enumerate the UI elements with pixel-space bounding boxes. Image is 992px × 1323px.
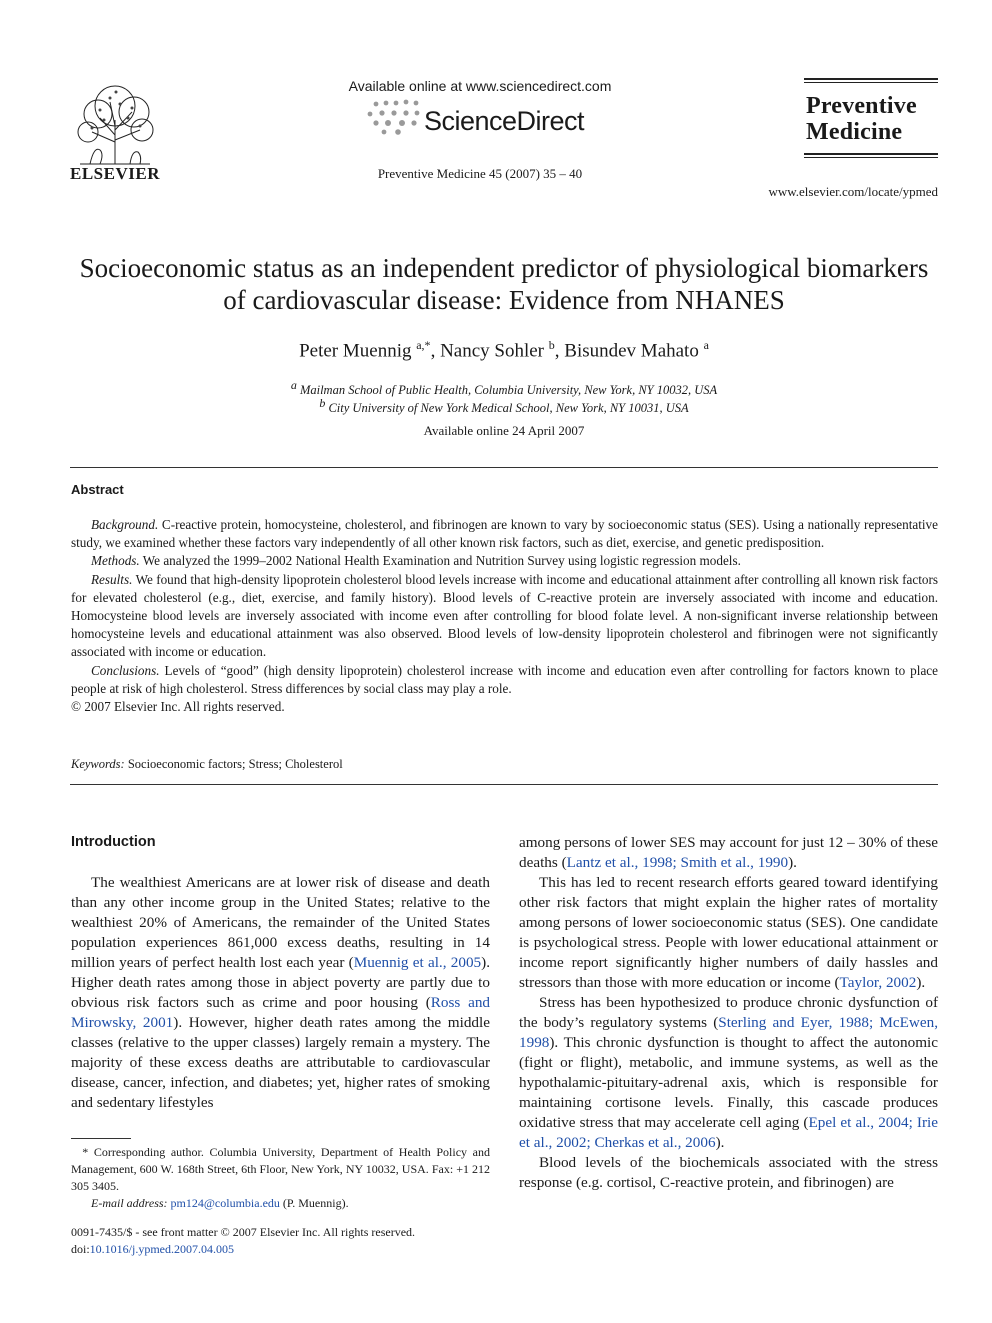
- body-column-right: [519, 833, 938, 1193]
- citation-link[interactable]: Ross and Mirowsky, 2001: [71, 994, 491, 1031]
- author-affil-mark[interactable]: a,*: [416, 338, 431, 352]
- abstract-heading: Abstract: [71, 482, 124, 497]
- journal-url[interactable]: www.elsevier.com/locate/ypmed: [768, 184, 938, 199]
- affiliation-b: [70, 396, 938, 416]
- affil-text: Mailman School of Public Health, Columbia University, New York, NY 10032, USA: [299, 383, 718, 398]
- keywords: [71, 757, 343, 772]
- affil-text: City University of New York Medical School, New York, NY 10031, USA: [328, 401, 689, 416]
- journal-masthead: [804, 78, 938, 158]
- abstract-text: We analyzed the 1999–2002 National Health Examination and Nutrition Survey using logistic regression models.: [142, 553, 741, 569]
- abstract-label: Methods.: [91, 553, 140, 569]
- divider-bottom: [70, 784, 938, 785]
- footnote-text-line: [71, 1144, 490, 1195]
- citation-link[interactable]: Muennig et al., 2005: [353, 954, 482, 971]
- citation-link[interactable]: Sterling and Eyer, 1988; McEwen, 1998: [519, 1014, 938, 1051]
- keywords-text: Socioeconomic factors; Stress; Cholesterol: [127, 757, 343, 771]
- available-online-text: Available online at www.sciencedirect.com: [348, 78, 612, 94]
- masthead-rule-bottom-thin: [804, 157, 938, 158]
- body-text: ).: [916, 974, 926, 991]
- author-list: Peter Muennig $^{a,*}$, Nancy Sohler $^b$, Bisundev Mahato $^a$: [299, 338, 709, 362]
- footnote-email-line: [71, 1195, 490, 1212]
- body-text: ). This chronic dysfunction is thought to affect the autonomic (fight or flight), metabolic, and immune systems, as well as the hypothalamic-pituitary-adrenal axis, which is responsible for maintaining cortisone levels. Finally, this cascade produces oxidative stress that may accelerate cell aging (: [519, 1034, 938, 1131]
- footnote-text: Corresponding author. Columbia University, Department of Health Policy and Management, 600 W. 168th Street, 6th Floor, New York, NY 10032, USA. Fax: +1 212 305 3405.: [71, 1145, 491, 1193]
- journal-citation: Preventive Medicine 45 (2007) 35 – 40: [377, 166, 583, 181]
- abstract-copyright: © 2007 Elsevier Inc. All rights reserved.: [71, 699, 285, 715]
- body-column-left: [71, 873, 490, 1113]
- sciencedirect-dots-icon: [362, 98, 424, 138]
- abstract-methods: [71, 552, 938, 570]
- available-date: Available online 24 April 2007: [423, 423, 585, 438]
- article-title: Socioeconomic status as an independent predictor of physiological biomarkers of cardiovascular disease: Evidence from NHANES: [79, 253, 929, 315]
- masthead-rule-bottom: [804, 153, 938, 155]
- abstract-background: [71, 516, 938, 552]
- keywords-label: Keywords:: [71, 757, 125, 771]
- issn-block: [71, 1224, 490, 1258]
- affil-mark: a: [290, 378, 297, 392]
- corresponding-author-footnote: [71, 1144, 490, 1212]
- email-label: E-mail address:: [91, 1196, 168, 1210]
- body-text: ). However, higher death rates among the middle classes (relative to the upper classes) largely remain a mystery. The majority of these excess deaths are attributable to cardiovascular disease, cancer, infection, and diabetes; yet, higher rates of smoking and sedentary lifestyles: [71, 1014, 490, 1111]
- citation-link[interactable]: Epel et al., 2004; Irie et al., 2002; Cherkas et al., 2006: [519, 1114, 938, 1151]
- affil-mark: b: [319, 396, 326, 410]
- abstract-text: We found that high-density lipoprotein cholesterol blood levels increase with income and educational attainment after controlling all known risk factors for elevated cholesterol (e.g., diet, exercise, and family history). Blood levels of C-reactive protein are inversely associated with income and education. Homocysteine blood levels are inversely associated with income even after controlling for blood folate level. A non-significant inverse relationship between homocysteine levels and educational attainment was also observed. Blood levels of low-density lipoprotein cholesterol and fibrinogen were not significantly associated with income or education.: [71, 571, 938, 660]
- sciencedirect-wordmark: ScienceDirect: [424, 106, 585, 136]
- body-paragraph: Blood levels of the biochemicals associated with the stress response (e.g. cortisol, C-reactive protein, and fibrinogen) are: [519, 1154, 938, 1191]
- journal-title: Preventive Medicine: [806, 93, 917, 145]
- publisher-name: ELSEVIER: [70, 164, 160, 183]
- doi-line: [71, 1241, 490, 1258]
- issn-line: 0091-7435/$ - see front matter © 2007 Elsevier Inc. All rights reserved.: [71, 1225, 416, 1239]
- body-text: ).: [715, 1134, 725, 1151]
- body-text: This has led to recent research efforts geared toward identifying other risk factors that might explain the higher rates of mortality among persons of lower socioeconomic status (SES). One candidate is psychological stress. People with lower educational attainment or income report significantly higher numbers of daily hassles and stressors than those with more education or income (: [519, 874, 938, 991]
- abstract-results: [71, 571, 938, 662]
- email-link[interactable]: pm124@columbia.edu: [170, 1196, 280, 1210]
- author-affil-mark[interactable]: a: [703, 338, 709, 352]
- abstract-label: Background.: [91, 517, 159, 532]
- footnote-star: *: [82, 1145, 89, 1159]
- masthead-rule-top: [804, 78, 938, 80]
- body-text: The wealthiest Americans are at lower risk of disease and death than any other income group in the United States; relative to the wealthiest 20% of Americans, the remainder of the United States population experiences 861,000 excess deaths, resulting in 14 million years of perfect health lost each year (: [71, 874, 490, 971]
- abstract-text: Levels of “good” (high density lipoprotein) cholesterol increase with income and education even after controlling for factors known to place people at risk of high cholesterol. Stress differences by social class may play a role.: [71, 662, 938, 696]
- abstract-label: Results.: [91, 571, 133, 587]
- author-name[interactable]: Nancy Sohler: [440, 340, 545, 362]
- body-text: ).: [788, 854, 797, 871]
- body-text: Stress has been hypothesized to produce chronic dysfunction of the body’s regulatory systems (: [519, 994, 938, 1031]
- body-paragraph: [519, 993, 938, 1153]
- body-paragraph: [519, 833, 938, 873]
- elsevier-tree-logo: [70, 80, 160, 166]
- divider-top: [70, 467, 938, 468]
- doi-link[interactable]: 10.1016/j.ypmed.2007.04.005: [89, 1242, 234, 1256]
- author-affil-mark[interactable]: b: [548, 338, 555, 352]
- footnote-rule: [71, 1138, 131, 1139]
- section-heading-introduction: Introduction: [71, 834, 156, 850]
- abstract-text: C-reactive protein, homocysteine, cholesterol, and fibrinogen are known to vary by socioeconomic status (SES). Using a nationally representative study, we examined whether these factors vary independently of all other known risk factors, such as diet, exercise, and genetic predisposition.: [71, 517, 939, 551]
- email-owner: (P. Muennig).: [282, 1196, 349, 1210]
- body-paragraph: [519, 873, 938, 993]
- body-text: among persons of lower SES may account for just 12 – 30% of these deaths (: [519, 834, 938, 871]
- author-name[interactable]: Bisundev Mahato: [564, 340, 699, 362]
- abstract-label: Conclusions.: [91, 662, 160, 678]
- citation-link[interactable]: Lantz et al., 1998; Smith et al., 1990: [566, 854, 789, 871]
- abstract-body: [71, 516, 938, 716]
- abstract-conclusions: [71, 662, 938, 698]
- author-name[interactable]: Peter Muennig: [299, 340, 412, 362]
- body-paragraph: [71, 873, 490, 1113]
- citation-link[interactable]: Taylor, 2002: [839, 974, 917, 991]
- doi-label: doi:: [71, 1242, 90, 1256]
- body-text: ). Higher death rates among those in abject poverty are partly due to obvious risk factors such as crime and poor housing (: [71, 954, 490, 1011]
